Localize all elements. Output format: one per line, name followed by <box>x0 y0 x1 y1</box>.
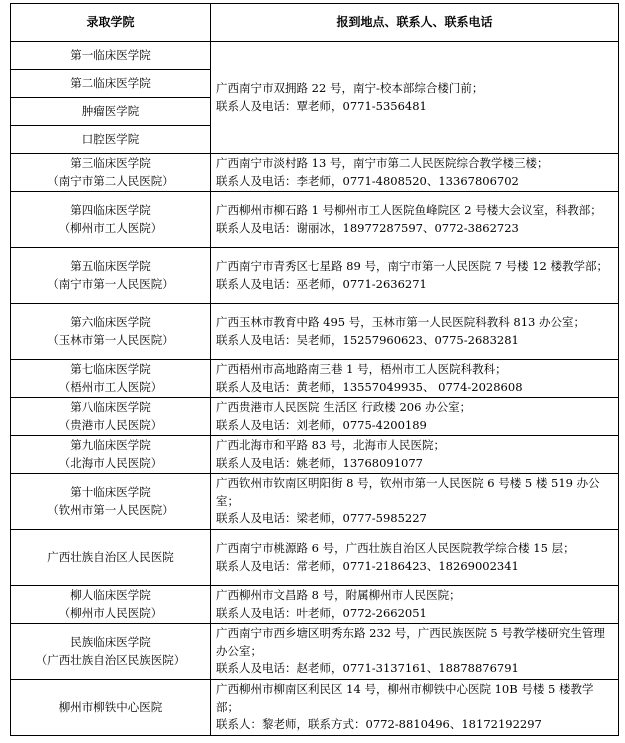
college-name: 第四临床医学院 <box>70 203 151 217</box>
college-name: 广西壮族自治区人民医院 <box>47 549 174 564</box>
header-info: 报到地点、联系人、联系电话 <box>211 4 619 42</box>
address-text: 广西南宁市淡村路 13 号，南宁市第二人民医院综合教学楼三楼； <box>216 156 549 170</box>
address-text: 广西南宁市青秀区七星路 89 号，南宁市第一人民医院 7 号楼 12 楼教学部； <box>216 259 609 273</box>
college-cell <box>11 680 211 736</box>
college-name: 民族临床医学院 <box>70 635 151 649</box>
college-cell <box>11 530 211 586</box>
table-row <box>11 154 619 192</box>
table-row <box>11 192 619 248</box>
college-cell <box>11 624 211 680</box>
college-name: 柳州市柳铁中心医院 <box>58 699 163 714</box>
table-row <box>11 474 619 530</box>
college-name: 第五临床医学院 <box>70 259 151 273</box>
college-name: 第十临床医学院 <box>70 485 151 499</box>
contact-text: 联系人及电话：姚老师，13768091077 <box>216 455 423 470</box>
college-cell <box>11 360 211 398</box>
address-text: 广西南宁市西乡塘区明秀东路 232 号，广西民族医院 5 号教学楼研究生管理办公室； <box>216 626 605 658</box>
info-cell <box>211 398 619 436</box>
college-name: 第八临床医学院 <box>70 400 151 414</box>
contact-text: 联系人及电话：刘老师，0775-4200189 <box>216 417 427 432</box>
contact-text: 联系人及电话：覃老师，0771-5356481 <box>216 98 427 113</box>
college-cell <box>11 398 211 436</box>
address-text: 广西钦州市钦南区明阳街 8 号，钦州市第一人民医院 6 号楼 5 楼 519 办公室； <box>216 476 600 508</box>
college-cell <box>11 586 211 624</box>
college-name: 第六临床医学院 <box>70 315 151 329</box>
info-cell <box>211 680 619 736</box>
contact-text: 联系人及电话：黄老师，13557049935、 0774-2028608 <box>216 379 523 394</box>
college-cell: 口腔医学院 <box>11 126 211 154</box>
contact-text: 联系人及电话：吴老师，15257960623、0775-2683281 <box>216 332 519 347</box>
table-row <box>11 398 619 436</box>
contact-text: 联系人：黎老师，联系方式：0772-8810496、18172192297 <box>216 717 542 732</box>
contact-text: 联系人及电话：叶老师，0772-2662051 <box>216 605 427 620</box>
table-row <box>11 42 619 70</box>
info-cell <box>211 154 619 192</box>
hospital-name: （贵港市人民医院） <box>58 417 163 432</box>
college-cell <box>11 474 211 530</box>
contact-text: 联系人及电话：赵老师，0771-3137161、18878876791 <box>216 661 519 676</box>
table-row <box>11 680 619 736</box>
header-row <box>11 4 619 42</box>
info-cell <box>211 248 619 304</box>
contact-text: 联系人及电话：常老师，0771-2186423、18269002341 <box>216 558 519 573</box>
table-row <box>11 304 619 360</box>
hospital-name: （南宁市第二人民医院） <box>47 173 174 188</box>
college-name: 柳人临床医学院 <box>70 588 151 602</box>
info-cell <box>211 530 619 586</box>
info-cell <box>211 304 619 360</box>
college-cell <box>11 248 211 304</box>
info-cell <box>211 42 619 154</box>
address-text: 广西柳州市柳南区利民区 14 号，柳州市柳铁中心医院 10B 号楼 5 楼教学部； <box>216 682 594 714</box>
contact-text: 联系人及电话：李老师，0771-4808520、13367806702 <box>216 173 519 188</box>
address-text: 广西梧州市高地路南三巷 1 号，梧州市工人医院科教科； <box>216 362 507 376</box>
address-text: 广西贵港市人民医院 生活区 行政楼 206 办公室； <box>216 400 472 414</box>
hospital-name: （南宁市第一人民医院） <box>47 276 174 291</box>
info-cell <box>211 624 619 680</box>
college-cell: 第一临床医学院 <box>11 42 211 70</box>
table-row <box>11 436 619 474</box>
table-row <box>11 530 619 586</box>
info-cell <box>211 360 619 398</box>
college-cell <box>11 154 211 192</box>
contact-text: 联系人及电话：巫老师，0771-2636271 <box>216 276 427 291</box>
college-cell: 肿瘤医学院 <box>11 98 211 126</box>
address-text: 广西柳州市文昌路 8 号，附属柳州市人民医院； <box>216 588 461 602</box>
info-cell <box>211 192 619 248</box>
address-text: 广西玉林市教育中路 495 号，玉林市第一人民医院科教科 813 办公室； <box>216 315 586 329</box>
hospital-name: （柳州市人民医院） <box>58 605 163 620</box>
hospital-name: （梧州市工人医院） <box>58 379 163 394</box>
college-cell: 第二临床医学院 <box>11 70 211 98</box>
address-text: 广西南宁市双拥路 22 号，南宁-校本部综合楼门前； <box>216 81 484 95</box>
college-cell <box>11 304 211 360</box>
address-text: 广西北海市和平路 83 号，北海市人民医院； <box>216 438 445 452</box>
info-cell <box>211 586 619 624</box>
hospital-name: （柳州市工人医院） <box>58 220 163 235</box>
contact-text: 联系人及电话：梁老师，0777-5985227 <box>216 511 427 526</box>
table-row <box>11 248 619 304</box>
table-row <box>11 360 619 398</box>
header-college: 录取学院 <box>11 4 211 42</box>
info-cell <box>211 436 619 474</box>
hospital-name: （广西壮族自治区民族医院） <box>35 652 186 667</box>
table-row <box>11 586 619 624</box>
college-cell <box>11 436 211 474</box>
contact-text: 联系人及电话：谢丽冰，18977287597、0772-3862723 <box>216 220 519 235</box>
hospital-name: （北海市人民医院） <box>58 455 163 470</box>
college-name: 第三临床医学院 <box>70 156 151 170</box>
address-text: 广西南宁市桃源路 6 号，广西壮族自治区人民医院教学综合楼 15 层； <box>216 541 575 555</box>
hospital-name: （玉林市第一人民医院） <box>47 332 174 347</box>
college-name: 第七临床医学院 <box>70 362 151 376</box>
college-cell <box>11 192 211 248</box>
info-cell <box>211 474 619 530</box>
hospital-name: （钦州市第一人民医院） <box>47 502 174 517</box>
college-name: 第九临床医学院 <box>70 438 151 452</box>
table-row <box>11 624 619 680</box>
address-text: 广西柳州市柳石路 1 号柳州市工人医院鱼峰院区 2 号楼大会议室，科教部； <box>216 203 602 217</box>
enrollment-report-table <box>10 3 619 736</box>
